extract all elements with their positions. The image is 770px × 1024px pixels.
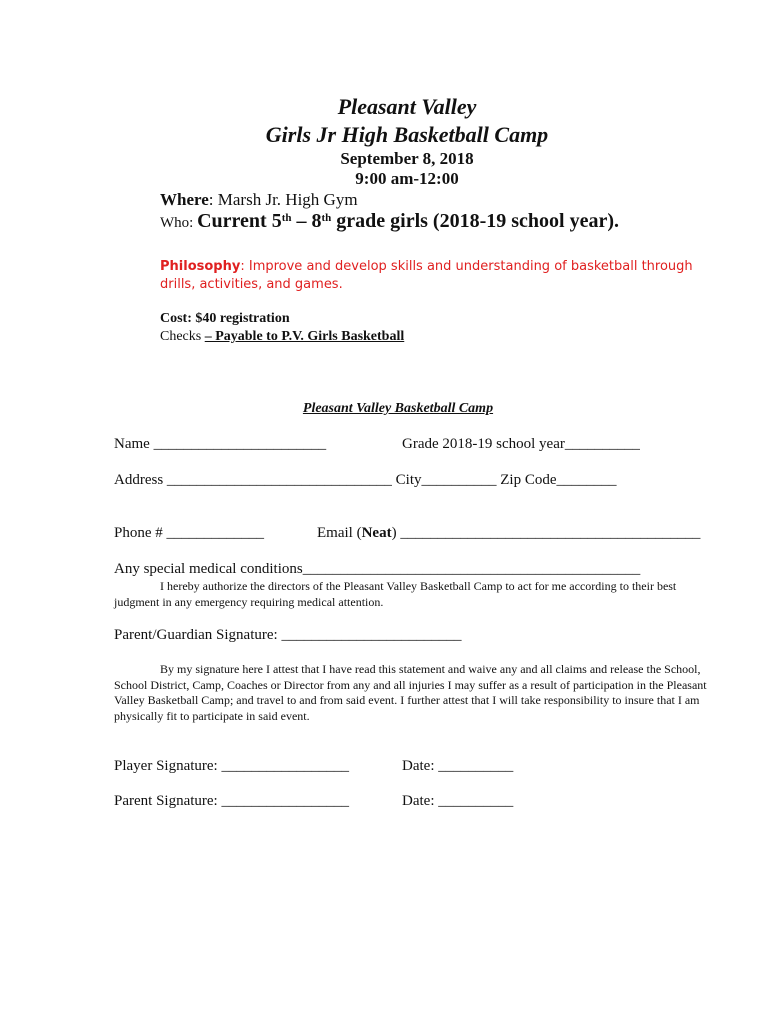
grade-field[interactable]: Grade 2018-19 school year__________	[402, 436, 640, 452]
event-time: 9:00 am-12:00	[355, 169, 459, 188]
checks-payable: – Payable to P.V. Girls Basketball	[204, 329, 405, 344]
where-value: : Marsh Jr. High Gym	[208, 190, 358, 209]
where-label: Where	[160, 190, 209, 209]
parent-signature-field[interactable]: Parent Signature: _________________	[114, 793, 349, 809]
who-text-a: Current 5	[197, 210, 282, 232]
philosophy-text: : Improve and develop skills and understanding of basketball through drills, activities, and games.	[160, 259, 693, 292]
checks-line	[160, 329, 404, 345]
name-field[interactable]: Name _______________________	[114, 436, 327, 452]
email-label: Email (	[317, 525, 362, 541]
guardian-signature-field[interactable]: Parent/Guardian Signature: ________________________	[114, 627, 462, 643]
checks-label: Checks	[160, 329, 205, 344]
who-sup-a: th	[281, 212, 292, 224]
who-text-c: grade girls (2018-19 school year).	[331, 210, 619, 232]
who-label: Who:	[160, 215, 194, 231]
player-date-field[interactable]: Date: __________	[402, 758, 514, 774]
waiver-body: By my signature here I attest that I have read this statement and waive any and all claims and release the School, School District, Camp, Coaches or Director from any and all injuries I may suffer as a result of participation in the Pleasant Valley Basketball Camp; and travel to and from said event. I further attest that I will take responsibility to insure that I am physically fit to participate in said event.	[114, 662, 707, 723]
who-text-b: – 8	[291, 210, 322, 232]
email-blank: ) ________________________________________	[391, 525, 701, 541]
medical-authorization-text	[114, 579, 714, 610]
philosophy-label: Philosophy	[160, 259, 241, 274]
title-line-1: Pleasant Valley	[337, 94, 477, 119]
title-line-2: Girls Jr High Basketball Camp	[265, 122, 549, 147]
form-title: Pleasant Valley Basketball Camp	[302, 401, 494, 416]
event-date: September 8, 2018	[340, 149, 474, 168]
email-field[interactable]	[317, 525, 700, 542]
medical-conditions-field[interactable]: Any special medical conditions_____________________________________________	[114, 561, 641, 577]
phone-field[interactable]: Phone # _____________	[114, 525, 264, 541]
philosophy	[160, 258, 720, 294]
waiver-text	[114, 662, 714, 724]
who-sup-b: th	[321, 212, 332, 224]
cost-line: Cost: $40 registration	[160, 311, 290, 326]
authorize-text: I hereby authorize the directors of the Pleasant Valley Basketball Camp to act for me according to their best judgment in any emergency requiring medical attention.	[114, 579, 677, 609]
parent-date-field[interactable]: Date: __________	[402, 793, 514, 809]
player-signature-field[interactable]: Player Signature: _________________	[114, 758, 349, 774]
email-neat: Neat	[361, 525, 392, 541]
address-city-zip-field[interactable]: Address ______________________________ City__________ Zip Code________	[114, 472, 617, 488]
who-line	[160, 210, 619, 233]
where-line	[160, 190, 358, 210]
